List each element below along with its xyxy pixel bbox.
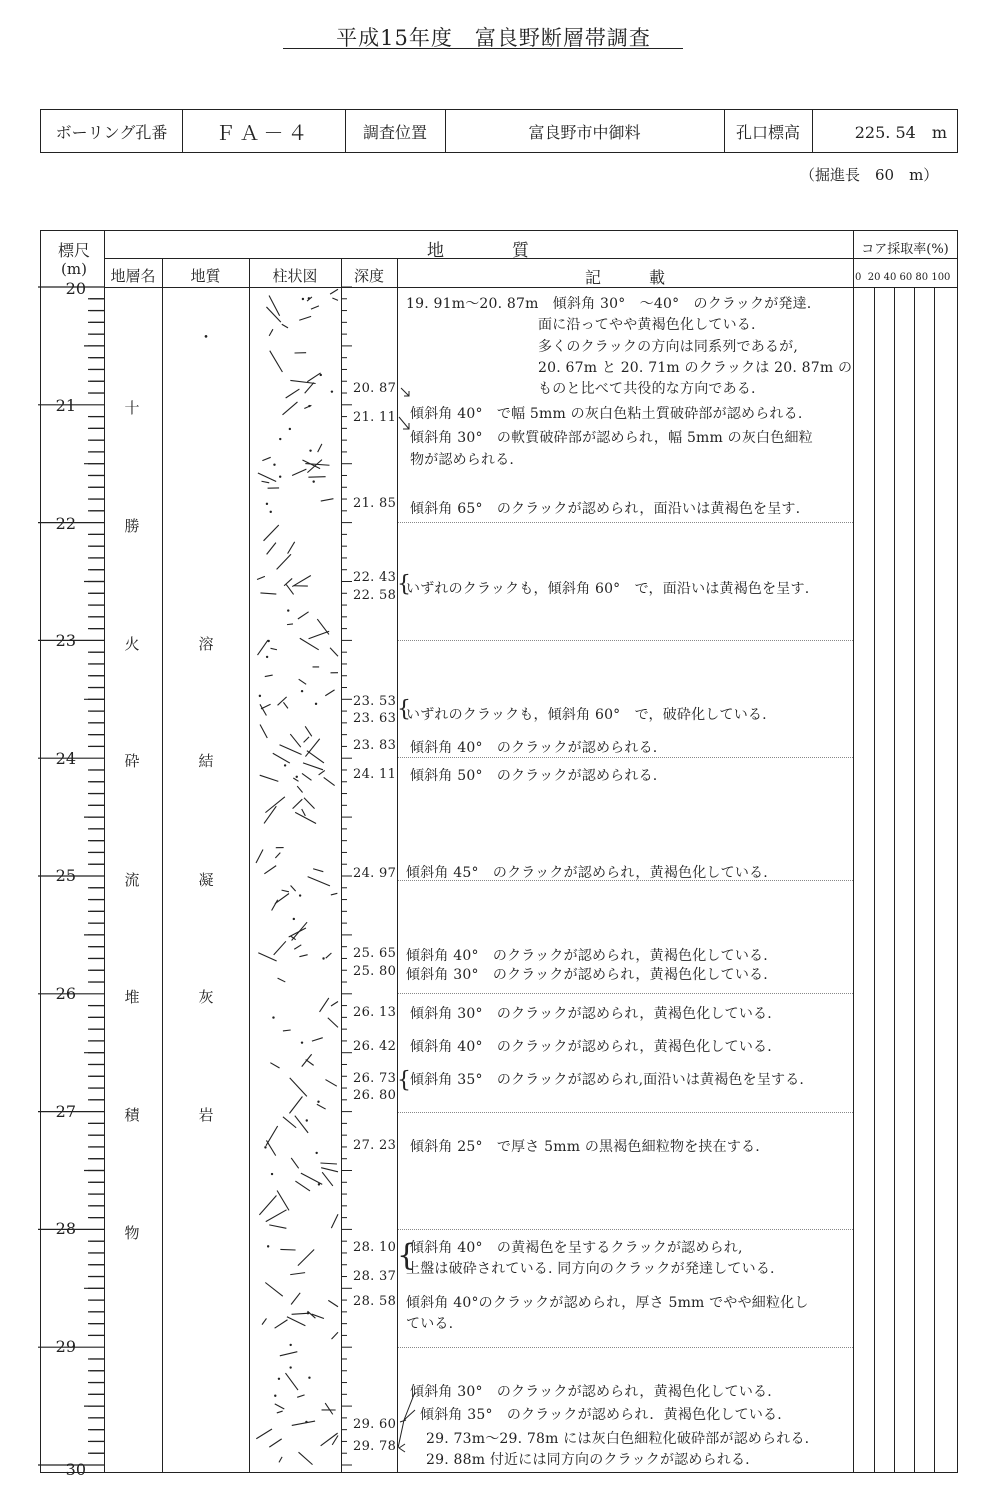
elevation-value: 225. 54 m [854, 122, 947, 142]
stroke [297, 786, 302, 792]
stroke [279, 1457, 282, 1462]
stroke [332, 298, 338, 300]
stroke [330, 289, 338, 294]
stroke [266, 1140, 275, 1155]
description-line: 傾斜角 40° のクラックが認められ，黄褐色化している. [406, 948, 768, 964]
dot [259, 695, 261, 697]
stroke [293, 799, 303, 808]
description-line: 物が認められる. [410, 452, 515, 468]
stroke [291, 1293, 300, 1305]
stroke [321, 1168, 338, 1172]
description-line: 傾斜角 30° のクラックが認められ，黄褐色化している. [410, 1384, 772, 1400]
formation-char: 流 [124, 871, 140, 889]
dot [322, 957, 324, 959]
stroke [256, 850, 263, 863]
formation-char: 砕 [124, 752, 140, 770]
stroke [289, 928, 306, 937]
depth-label: 29. 78 [353, 1439, 397, 1454]
stroke [275, 893, 289, 903]
description-line: 傾斜角 45° のクラックが認められ，黄褐色化している. [406, 865, 768, 881]
dot [315, 1152, 317, 1154]
depth-label: 22. 43 [353, 570, 397, 585]
stroke [298, 612, 309, 619]
stroke [301, 1173, 322, 1184]
stroke [305, 383, 314, 394]
dot [315, 703, 317, 705]
stroke [292, 575, 311, 586]
depth-header: 深度 [353, 267, 384, 285]
stroke [326, 953, 332, 958]
stroke [270, 1063, 279, 1068]
stroke [287, 624, 293, 625]
dot [309, 449, 311, 451]
stroke [260, 593, 276, 594]
stroke [256, 1429, 272, 1439]
stroke [280, 1249, 295, 1250]
scale-mark-27: 27 [55, 1102, 76, 1121]
dot [305, 1421, 307, 1423]
description-line: 傾斜角 30° のクラックが認められ，黄褐色化している. [406, 967, 768, 983]
description-line: ている. [406, 1316, 454, 1332]
description-line: 傾斜角 40° のクラックが認められる. [410, 740, 658, 756]
stroke [285, 1373, 298, 1390]
stroke [299, 679, 306, 684]
dot [284, 764, 286, 766]
stroke [305, 726, 312, 736]
dot [301, 690, 303, 692]
stroke [262, 481, 270, 483]
stroke [299, 1452, 313, 1464]
scale-mark-26: 26 [55, 984, 76, 1003]
geology-header: 地 質 [427, 241, 529, 261]
stroke [270, 351, 283, 372]
stroke [321, 499, 334, 501]
stroke [262, 1318, 266, 1324]
stroke [290, 734, 301, 747]
stroke [278, 978, 286, 982]
description-line: 面に沿ってやや黄褐色化している. [538, 317, 756, 333]
stroke [318, 444, 322, 452]
column-header: 柱状図 [272, 267, 318, 285]
brace-bracket: { [397, 572, 411, 597]
description-header: 記 載 [584, 268, 665, 287]
depth-label: 25. 80 [353, 964, 397, 979]
dot [299, 894, 301, 896]
description-line: 傾斜角 25° で厚さ 5mm の黒褐色細粒物を挟在する. [410, 1139, 760, 1155]
stroke [320, 1163, 337, 1164]
description-line: 多くのクラックの方向は同系列であるが, [538, 339, 798, 355]
stroke [288, 542, 295, 554]
depth-label: 26. 42 [353, 1039, 397, 1054]
description-line: 傾斜角 40° のクラックが認められ，黄褐色化している. [410, 1039, 772, 1055]
dot [279, 476, 281, 478]
dot [267, 1245, 269, 1247]
formation-char: 十 [124, 399, 140, 417]
stroke [272, 900, 278, 911]
stroke [260, 704, 266, 715]
stroke [304, 737, 309, 742]
elevation-label: 孔口標高 [735, 122, 800, 142]
description-line: 傾斜角 65° のクラックが認められ，面沿いは黄褐色を呈す. [410, 501, 801, 517]
location-label: 調査位置 [362, 122, 427, 142]
rock-char: 灰 [198, 988, 214, 1006]
dot [289, 1344, 291, 1346]
scale-mark-28: 28 [55, 1219, 76, 1238]
stroke [280, 745, 302, 755]
depth-label: 27. 23 [353, 1138, 397, 1153]
stroke [317, 619, 329, 634]
dot [293, 918, 295, 920]
rock-char: 結 [198, 752, 214, 770]
scale-header: 標尺 [57, 241, 90, 260]
description-line: 29. 88m 付近には同方向のクラックが認められる. [426, 1452, 750, 1468]
stroke [304, 798, 315, 809]
depth-label: 29. 60 [353, 1417, 397, 1432]
stroke [305, 739, 319, 757]
scale-mark-20: 20 [65, 279, 86, 298]
brace-bracket: { [397, 697, 411, 722]
stroke [258, 640, 268, 655]
description-line: いずれのクラックも，傾斜角 60° で，破砕化している. [406, 707, 767, 723]
stroke [302, 773, 312, 780]
dot [274, 1395, 276, 1397]
rock-char: 凝 [198, 871, 214, 889]
depth-label: 26. 80 [353, 1088, 397, 1103]
scale-mark-21: 21 [55, 396, 76, 415]
stroke [312, 1038, 323, 1041]
formation-char: 堆 [124, 988, 140, 1006]
dot [278, 1378, 280, 1380]
depth-label: 22. 58 [353, 588, 397, 603]
stroke [260, 775, 279, 781]
stroke [309, 631, 330, 639]
dot [296, 776, 298, 778]
stroke [280, 1352, 298, 1356]
depth-label: 24. 11 [353, 767, 397, 782]
stroke [311, 306, 319, 309]
stroke [282, 324, 288, 328]
dot [289, 1366, 291, 1368]
stroke [265, 675, 273, 677]
stroke [295, 1181, 310, 1191]
stroke [299, 316, 311, 320]
location-value: 富良野市中御料 [528, 122, 641, 142]
description-line: 傾斜角 35° のクラックが認められ,面沿いは黄褐色を呈する. [410, 1072, 805, 1088]
depth-label: 26. 13 [353, 1005, 397, 1020]
scale-mark-29: 29 [55, 1337, 76, 1356]
stroke [328, 1018, 338, 1028]
stroke [294, 945, 301, 949]
formation-char: 火 [124, 635, 140, 653]
rock-header: 地質 [190, 267, 221, 285]
stroke [331, 893, 338, 895]
stroke [283, 402, 298, 415]
stroke [325, 1080, 336, 1087]
stroke [282, 890, 289, 892]
stroke [298, 1250, 314, 1266]
stroke [262, 457, 270, 460]
description-line: 傾斜角 35° のクラックが認められ．黄褐色化している. [420, 1407, 782, 1423]
dot [273, 463, 275, 465]
stroke [307, 373, 320, 382]
dot [266, 656, 268, 658]
formation-char: 勝 [124, 517, 140, 535]
stroke [295, 812, 316, 823]
depth-label: 24. 97 [353, 866, 397, 881]
description-line: 傾斜角 40°のクラックが認められ，厚さ 5mm でやや細粒化し [406, 1295, 809, 1311]
description-line: 傾斜角 50° のクラックが認められる. [410, 768, 658, 784]
stroke [331, 1001, 338, 1005]
hole-label: ボーリング孔番 [55, 122, 168, 142]
stroke [297, 1395, 304, 1397]
dot [272, 1016, 274, 1018]
rock-char: 岩 [198, 1106, 214, 1124]
dot [308, 1377, 310, 1379]
stroke [292, 1421, 315, 1425]
stroke [293, 778, 298, 781]
stroke [325, 1403, 333, 1414]
stroke [313, 869, 323, 872]
stroke [317, 1104, 326, 1109]
stroke [328, 1300, 338, 1306]
hole-number: ＦＡ－４ [215, 120, 312, 145]
stroke [290, 1273, 305, 1275]
stroke [264, 866, 276, 874]
dot [317, 1101, 319, 1103]
stroke [264, 525, 279, 541]
brace-bracket: { [397, 1068, 411, 1093]
dot [331, 390, 333, 392]
stroke [273, 753, 290, 763]
scale-mark-24: 24 [55, 749, 76, 768]
stroke [290, 380, 315, 383]
core-scale-header: 0 20 40 60 80 100 [855, 272, 951, 283]
stroke [332, 1332, 338, 1339]
page-title: 平成15年度 富良野断層帯調査 [336, 26, 651, 50]
dot [267, 640, 269, 642]
dot [270, 511, 272, 513]
stroke [269, 1439, 281, 1447]
stroke [300, 638, 319, 650]
scale-mark-30: 30 [65, 1460, 86, 1479]
stroke [295, 1116, 308, 1133]
description-line: 傾斜角 30° のクラックが認められ，黄褐色化している. [410, 1006, 772, 1022]
description-line: 上盤は破砕されている. 同方向のクラックが発達している. [406, 1261, 775, 1277]
stroke [330, 648, 338, 656]
stroke [322, 1172, 333, 1186]
rock-char: 溶 [198, 635, 214, 653]
stroke [277, 554, 291, 569]
stroke [292, 469, 306, 475]
brace-bracket: { [397, 1238, 417, 1273]
depth-label: 23. 53 [353, 694, 397, 709]
stroke [287, 1317, 305, 1326]
stroke [290, 1078, 307, 1096]
rock-dot: ・ [198, 328, 214, 346]
stroke [320, 998, 329, 1012]
dot [306, 1119, 308, 1121]
depth-label: 28. 10 [353, 1240, 397, 1255]
dot [301, 1041, 303, 1043]
dot [279, 438, 281, 440]
depth-label: 21. 11 [353, 410, 397, 425]
description-line: いずれのクラックも，傾斜角 60° で，面沿いは黄褐色を呈す. [406, 581, 810, 597]
description-line: 傾斜角 40° で幅 5mm の灰白色粘土質破砕部が認められる. [410, 406, 803, 422]
scale-unit: (m) [61, 260, 87, 278]
drill-length: （掘進長 60 m） [800, 166, 939, 184]
stroke [260, 724, 267, 738]
stroke [265, 797, 284, 813]
dot [320, 374, 322, 376]
description-line: 傾斜角 40° の黄褐色を呈するクラックが認められ, [410, 1240, 743, 1256]
stroke [307, 751, 324, 763]
stroke [277, 1411, 283, 1413]
stroke [284, 578, 292, 585]
core-recovery-header: コア採取率(%) [861, 242, 949, 257]
depth-label: 23. 83 [353, 738, 397, 753]
stroke [277, 1191, 289, 1211]
scale-mark-23: 23 [55, 631, 76, 650]
stroke [302, 809, 306, 816]
stroke [269, 1225, 286, 1228]
stroke [275, 1404, 285, 1409]
depth-label: 25. 65 [353, 946, 397, 961]
stroke [269, 329, 273, 336]
depth-label: 28. 37 [353, 1269, 397, 1284]
dot [312, 480, 314, 482]
stroke [308, 877, 330, 886]
stroke [291, 1158, 298, 1168]
dot [307, 1312, 309, 1314]
dot [271, 1173, 273, 1175]
description-line: 20. 67m と 20. 71m のクラックは 20. 87m の [538, 360, 853, 376]
dot [318, 1183, 320, 1185]
formation-char: 物 [124, 1224, 140, 1242]
stroke [265, 1282, 282, 1296]
stroke [303, 763, 323, 770]
dot [302, 298, 304, 300]
stroke [292, 1313, 310, 1314]
scale-mark-25: 25 [55, 866, 76, 885]
stroke [267, 543, 276, 555]
description-line: ものと比べて共役的な方向である. [538, 381, 756, 397]
stroke [266, 1210, 287, 1222]
stroke [306, 1060, 314, 1066]
depth-label: 21. 85 [353, 496, 397, 511]
stroke [283, 1117, 296, 1128]
dot [308, 405, 310, 407]
dot [287, 609, 289, 611]
depth-label: 20. 87 [353, 381, 397, 396]
stroke [258, 473, 276, 481]
stroke [275, 1320, 288, 1328]
stroke [269, 295, 280, 315]
stroke [324, 777, 335, 785]
depth-label: 26. 73 [353, 1071, 397, 1086]
description-line: 19. 91m～20. 87m 傾斜角 30° ～40° のクラックが発達. [406, 296, 812, 312]
stroke [257, 576, 265, 579]
stroke [331, 1214, 338, 1228]
depth-label: 28. 58 [353, 1294, 397, 1309]
stroke [259, 1195, 276, 1214]
stroke [271, 648, 277, 649]
scale-mark-22: 22 [55, 514, 76, 533]
dot [289, 428, 291, 430]
description-line: 傾斜角 30° の軟質破砕部が認められ，幅 5mm の灰白色細粒 [410, 430, 813, 446]
stroke [291, 885, 296, 891]
stroke [289, 1096, 302, 1113]
stroke [319, 770, 325, 775]
dot [308, 297, 310, 299]
stroke [299, 955, 307, 957]
dot [266, 503, 268, 505]
formation-char: 積 [124, 1106, 140, 1124]
stroke [274, 941, 286, 955]
formation-header: 地層名 [110, 267, 156, 285]
stroke [286, 389, 300, 398]
depth-label: 23. 63 [353, 711, 397, 726]
dot [264, 1146, 266, 1148]
stroke [283, 1030, 291, 1031]
stroke [275, 853, 280, 858]
stroke [325, 690, 334, 696]
stroke [283, 702, 287, 708]
description-line: 29. 73m～29. 78m には灰白色細粒化破砕部が認められる. [426, 1431, 810, 1447]
